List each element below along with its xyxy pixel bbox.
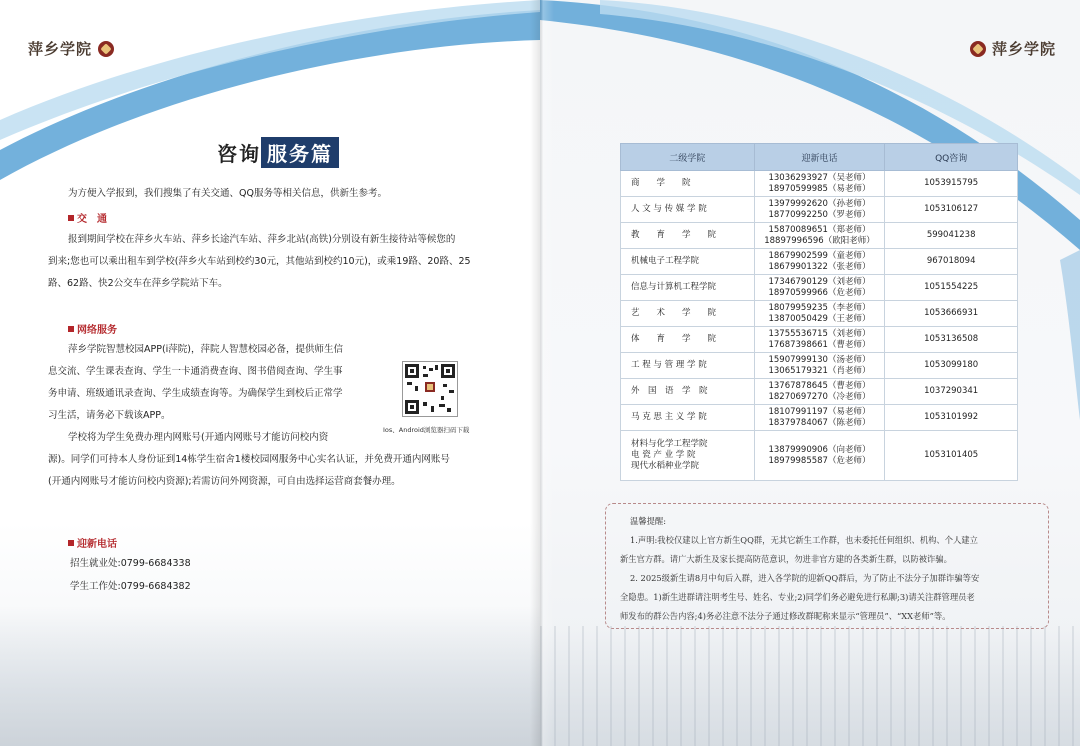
- table-row: [621, 353, 1018, 379]
- notice-line-5: 师发布的群公告内容;4)务必注意不法分子通过修改群昵称来显示“管理员”、“XX老师”等。: [620, 611, 951, 621]
- emblem-icon: [98, 41, 114, 57]
- network-line-1: 萍乡学院智慧校园APP(i萍院)，萍院人智慧校园必备，提供师生信: [68, 344, 344, 355]
- notice-box: [605, 503, 1049, 629]
- qq-cell: 599041238: [885, 223, 1018, 249]
- network-line-5: 学校将为学生免费办理内网账号(开通内网账号才能访问校内资: [68, 432, 329, 443]
- transport-line-1: 报到期间学校在萍乡火车站、萍乡长途汽车站、萍乡北站(高铁)分别设有新生接待站等候您的: [68, 234, 456, 245]
- table-row: [621, 301, 1018, 327]
- qq-cell: 1053099180: [885, 353, 1018, 379]
- college-cell: 人 文 与 传 媒 学 院: [621, 197, 755, 223]
- phone-cell: 13767878645（曹老师） 18270697270（冷老师）: [754, 379, 885, 405]
- college-cell: 马 克 思 主 义 学 院: [621, 405, 755, 431]
- phone-cell: 15907999130（汤老师） 13065179321（肖老师）: [754, 353, 885, 379]
- college-cell: 教 育 学 院: [621, 223, 755, 249]
- network-line-2: 息交流、学生课表查询、学生一卡通消费查询、图书借阅查询、学生事: [48, 366, 343, 377]
- background-photo: [0, 606, 540, 746]
- table-row: [621, 223, 1018, 249]
- transport-heading: 交 通: [68, 210, 107, 225]
- qq-cell: 1053106127: [885, 197, 1018, 223]
- college-cell: 工 程 与 管 理 学 院: [621, 353, 755, 379]
- page-title: [217, 137, 339, 168]
- background-campus-illustration: [540, 626, 1080, 746]
- school-logo-left: [28, 38, 114, 59]
- qq-cell: 1053101992: [885, 405, 1018, 431]
- college-cell: 材料与化学工程学院 电 瓷 产 业 学 院 现代水稻种业学院: [621, 431, 755, 481]
- phone-heading: 迎新电话: [68, 535, 117, 550]
- column-header-college: 二级学院: [621, 144, 755, 171]
- notice-line-4: 全隐患。1)新生进群请注明考生号、姓名、专业;2)同学们务必避免进行私聊;3)请关注群管理员老: [620, 592, 975, 602]
- bullet-square-icon: [68, 215, 74, 221]
- table-row: [621, 171, 1018, 197]
- phone-cell: 13755536715（刘老师） 17687398661（曹老师）: [754, 327, 885, 353]
- college-cell: 外 国 语 学 院: [621, 379, 755, 405]
- college-cell: 体 育 学 院: [621, 327, 755, 353]
- table-row: [621, 327, 1018, 353]
- table-row: [621, 275, 1018, 301]
- notice-line-1: 1.声明:我校仅建以上官方新生QQ群，无其它新生工作群，也未委托任何组织、机构、个人建立: [630, 535, 978, 545]
- logo-text: 萍乡学院: [992, 40, 1057, 58]
- column-header-qq: QQ咨询: [885, 144, 1018, 171]
- qq-cell: 1037290341: [885, 379, 1018, 405]
- school-logo-right: [970, 38, 1056, 59]
- network-line-7: (开通内网账号才能访问校内资源);若需访问外网资源，可自由选择运营商套餐办理。: [48, 476, 401, 487]
- page-spine: [530, 0, 554, 746]
- transport-line-3: 路、62路、快2公交车在萍乡学院站下车。: [48, 278, 228, 289]
- qq-cell: 1053101405: [885, 431, 1018, 481]
- logo-text: 萍乡学院: [28, 40, 93, 58]
- column-header-phone: 迎新电话: [754, 144, 885, 171]
- intro-text: 为方便入学报到，我们搜集了有关交通、QQ服务等相关信息，供新生参考。: [68, 188, 387, 199]
- qq-cell: 1053915795: [885, 171, 1018, 197]
- phone-line-1: 招生就业处:0799-6684338: [70, 558, 191, 569]
- phone-cell: 18079959235（李老师） 13870050429（王老师）: [754, 301, 885, 327]
- phone-cell: 15870089651（郑老师） 18897996596（欧阳老师）: [754, 223, 885, 249]
- phone-cell: 13879990906（向老师） 18979985587（危老师）: [754, 431, 885, 481]
- notice-line-3: 2. 2025级新生请8月中旬后入群，进入各学院的迎新QQ群后，为了防止不法分子加群诈骗等安: [630, 573, 980, 583]
- transport-line-2: 到来;您也可以乘出租车到学校(萍乡火车站到校约30元，其他站到校约10元)，或乘19路、20路、25: [48, 256, 471, 267]
- college-cell: 机械电子工程学院: [621, 249, 755, 275]
- page-title-part1: 咨询: [217, 142, 261, 166]
- bullet-square-icon: [68, 540, 74, 546]
- page-title-part2: 服务篇: [261, 137, 339, 168]
- emblem-icon: [970, 41, 986, 57]
- table-row: [621, 197, 1018, 223]
- notice-title: 温馨提醒:: [630, 516, 666, 526]
- table-row: [621, 249, 1018, 275]
- decorative-swoosh-left: [0, 0, 540, 200]
- table-header-row: [621, 144, 1018, 171]
- qq-cell: 1053666931: [885, 301, 1018, 327]
- bullet-square-icon: [68, 326, 74, 332]
- network-line-3: 务申请、班级通讯录查询、学生成绩查询等。为确保学生到校后正常学: [48, 388, 343, 399]
- qq-cell: 967018094: [885, 249, 1018, 275]
- contact-table: [620, 143, 1018, 481]
- network-heading: 网络服务: [68, 321, 117, 336]
- table-row: [621, 431, 1018, 481]
- notice-line-2: 新生官方群。请广大新生及家长提高防范意识，勿进非官方建的各类新生群，以防被诈骗。: [620, 554, 952, 564]
- college-cell: 商 学 院: [621, 171, 755, 197]
- qq-cell: 1051554225: [885, 275, 1018, 301]
- phone-line-2: 学生工作处:0799-6684382: [70, 581, 191, 592]
- phone-cell: 18107991197（易老师） 18379784067（陈老师）: [754, 405, 885, 431]
- table-row: [621, 379, 1018, 405]
- college-cell: 信息与计算机工程学院: [621, 275, 755, 301]
- qr-code-icon[interactable]: [402, 361, 458, 417]
- network-line-4: 习生活，请务必下载该APP。: [48, 410, 171, 421]
- qr-caption: Ios、Android浏览器扫码下载: [383, 426, 470, 434]
- college-cell: 艺 术 学 院: [621, 301, 755, 327]
- table-row: [621, 405, 1018, 431]
- network-line-6: 源)。同学们可持本人身份证到14栋学生宿舍1楼校园网服务中心实名认证，并免费开通内网账号: [48, 454, 450, 465]
- phone-cell: 13979992620（孙老师） 18770992250（罗老师）: [754, 197, 885, 223]
- phone-cell: 13036293927（吴老师） 18970599985（易老师）: [754, 171, 885, 197]
- phone-cell: 18679902599（童老师） 18679901322（张老师）: [754, 249, 885, 275]
- phone-cell: 17346790129（刘老师） 18970599966（危老师）: [754, 275, 885, 301]
- qq-cell: 1053136508: [885, 327, 1018, 353]
